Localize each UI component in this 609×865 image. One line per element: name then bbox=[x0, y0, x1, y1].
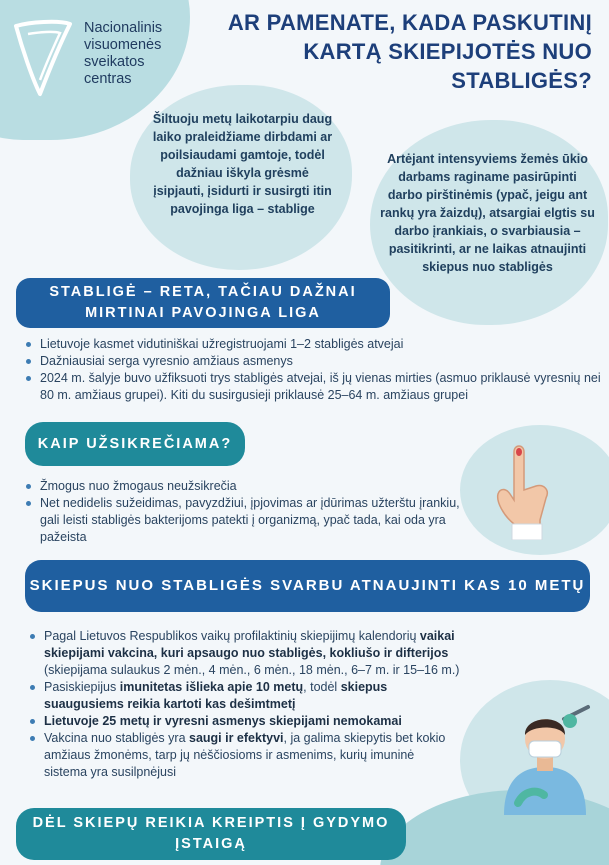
section-heading-transmission: KAIP UŽSIKREČIAMA? bbox=[25, 422, 245, 466]
transmission-list bbox=[26, 478, 466, 546]
facts-list bbox=[26, 336, 606, 404]
list-item: Dažniausiai serga vyresnio amžiaus asmenys bbox=[26, 353, 606, 370]
summer-risk-text: Šiltuoju metų laikotarpiu daug laiko praleidžiame dirbdami ar poilsiaudami gamtoje, todėl dažniau iškyla grėsmė įsipjauti, įsidurti ir susirgti itin pavojinga liga – stablige bbox=[152, 112, 333, 216]
list-item bbox=[30, 628, 460, 679]
list-item bbox=[30, 679, 460, 713]
text: Pasiskiepijus bbox=[44, 680, 120, 694]
logo-line: visuomenės bbox=[84, 37, 162, 53]
text-bold: imunitetas išlieka apie 10 metų bbox=[119, 680, 304, 694]
page-title: AR PAMENATE, KADA PASKUTINĮ KARTĄ SKIEPIJOTĖS NUO STABLIGĖS? bbox=[227, 10, 592, 93]
text: , todėl bbox=[303, 680, 341, 694]
nvsc-logo-icon bbox=[10, 18, 76, 98]
text-bold: skiepus suaugusiems reikia kartoti kas dešimtmetį bbox=[44, 680, 388, 711]
logo-line: Nacionalinis bbox=[84, 20, 163, 36]
vaccination-list bbox=[30, 628, 460, 781]
section-heading-rare-disease: STABLIGĖ – RETA, TAČIAU DAŽNAI MIRTINAI PAVOJINGA LIGA bbox=[16, 278, 390, 328]
injured-finger-icon bbox=[490, 440, 560, 540]
list-item: Lietuvoje kasmet vidutiniškai užregistruojami 1–2 stabligės atvejai bbox=[26, 336, 606, 353]
text-bold: Lietuvoje 25 metų ir vyresni asmenys skiepijami nemokamai bbox=[44, 714, 402, 728]
text: Pagal Lietuvos Respublikos vaikų profilaktinių skiepijimų kalendorių bbox=[44, 629, 420, 643]
text: Vakcina nuo stabligės yra bbox=[44, 731, 189, 745]
text-bold: saugi ir efektyvi bbox=[189, 731, 284, 745]
list-item bbox=[30, 713, 460, 730]
list-item: Net nedidelis sužeidimas, pavyzdžiui, įpjovimas ar įdūrimas užterštu įrankiu, gali leisti stabligės bakterijoms patekti į organizmą, ypač tada, kai oda yra pažeista bbox=[26, 495, 466, 546]
logo-line: sveikatos bbox=[84, 54, 145, 70]
text: , ja galima skiepytis bet kokio amžiaus žmonėms, tarp jų nėščiosioms ir asmenims, kurių imuninė sistema yra susilpnėjusi bbox=[44, 731, 446, 779]
organization-name bbox=[84, 20, 194, 88]
text: (skiepijama sulaukus 2 mėn., 4 mėn., 6 mėn., 18 mėn., 6–7 m. ir 15–16 m.) bbox=[44, 663, 460, 677]
footer-call-to-action: DĖL SKIEPŲ REIKIA KREIPTIS Į GYDYMO ĮSTAIGĄ bbox=[16, 808, 406, 860]
text-bold: vaikai skiepijami vakcina, kuri apsaugo nuo stabligės, kokliušo ir difterijos bbox=[44, 629, 455, 660]
section-heading-revaccination: SKIEPUS NUO STABLIGĖS SVARBU ATNAUJINTI KAS 10 METŲ bbox=[25, 560, 590, 612]
list-item: 2024 m. šalyje buvo užfiksuoti trys stabligės atvejai, iš jų vienas mirties (asmuo priklausė vyresnių nei 80 m. amžiaus grupei). Kiti du susirgusieji priklausė 25–64 m. amžiaus grupei bbox=[26, 370, 606, 404]
logo-line: centras bbox=[84, 71, 132, 87]
list-item: Žmogus nuo žmogaus neužsikrečia bbox=[26, 478, 466, 495]
farm-work-advice-text: Artėjant intensyviems žemės ūkio darbams raginame pasirūpinti darbo pirštinėmis (ypač, jeigu ant rankų yra žaizdų), atsargiai elgtis su darbo įrankiais, o svarbiausia – pasitikrinti, ar ne laikas atnaujinti skiepus nuo stabligės bbox=[380, 152, 595, 274]
doctor-with-syringe-icon bbox=[490, 695, 600, 815]
list-item bbox=[30, 730, 460, 781]
